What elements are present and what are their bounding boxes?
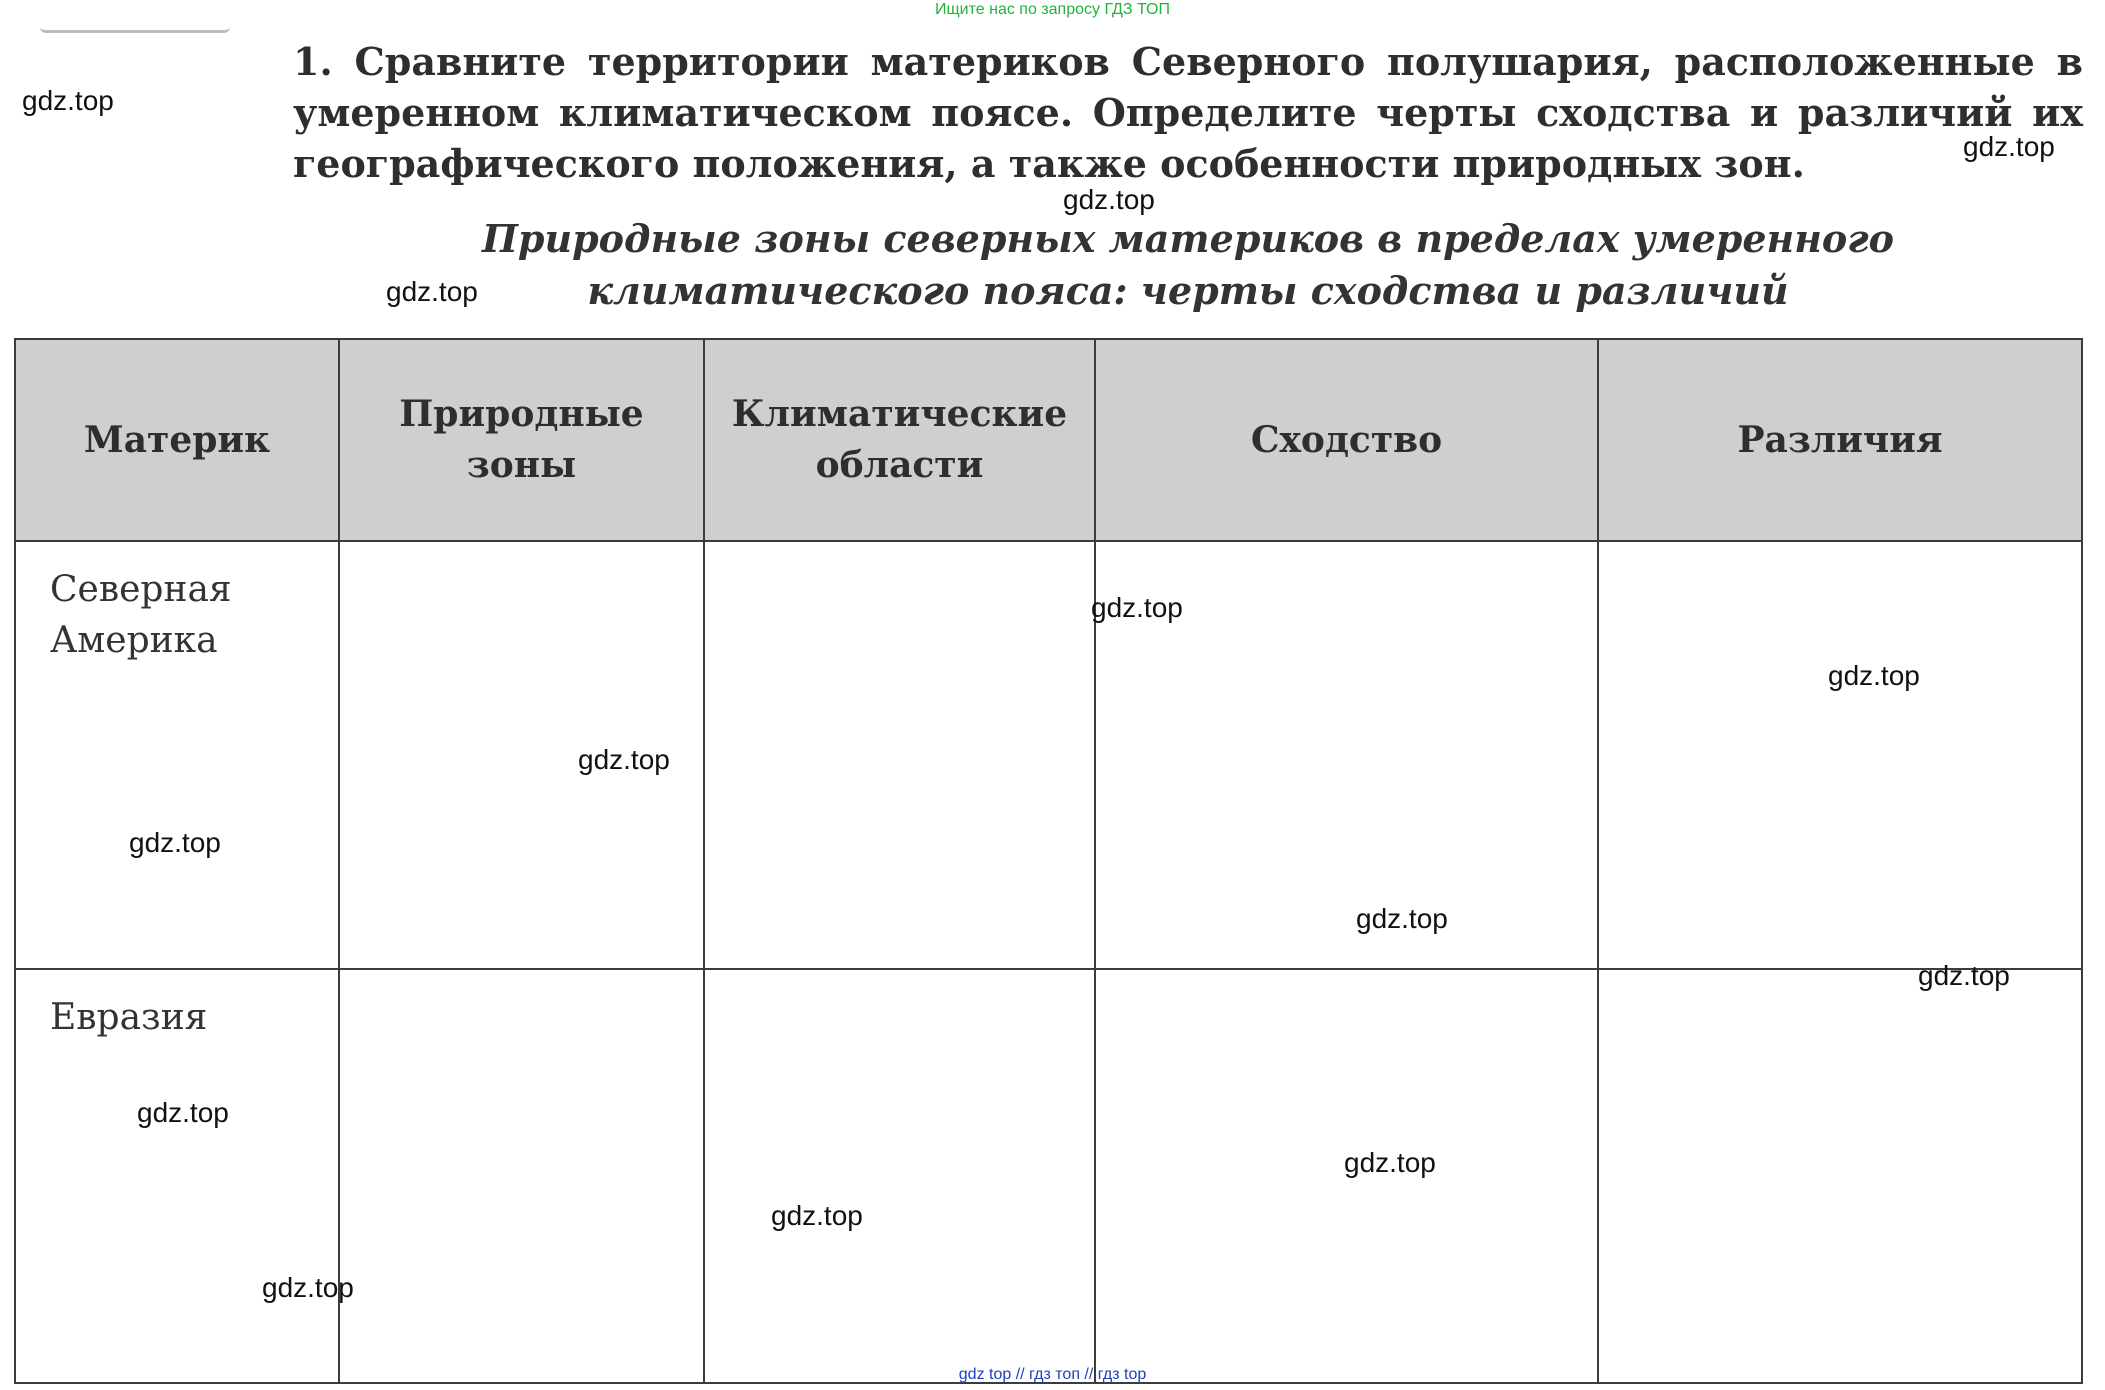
continent-cell xyxy=(15,541,339,969)
header-continent: Материк xyxy=(15,339,339,541)
task-text: 1. Сравните территории материков Северного полушария, расположенные в умеренном климатическом поясе. Определите черты сходства и различий их географического положения, а также особенности природных зон. xyxy=(293,39,2083,186)
footer-links: gdz top // гдз топ // гдз top xyxy=(958,1366,1147,1383)
watermark: gdz.top xyxy=(137,1097,229,1128)
differences-cell[interactable] xyxy=(1598,969,2082,1383)
top-search-note: Ищите нас по запросу ГДЗ ТОП xyxy=(935,1,1170,18)
watermark: gdz.top xyxy=(386,276,478,307)
header-similarity: Сходство xyxy=(1095,339,1598,541)
header-differences: Различия xyxy=(1598,339,2082,541)
continent-cell xyxy=(15,969,339,1383)
continent-name-line-1: Северная xyxy=(50,569,232,610)
table-caption-line-2: климатического пояса: черты сходства и различий xyxy=(587,268,1789,313)
continent-name-line-1: Евразия xyxy=(50,997,208,1038)
watermark: gdz.top xyxy=(771,1200,863,1231)
watermark: gdz.top xyxy=(129,827,221,858)
watermark: gdz.top xyxy=(22,85,114,116)
header-climate-regions-line-2: области xyxy=(815,444,984,486)
watermark: gdz.top xyxy=(1828,660,1920,691)
comparison-table xyxy=(14,338,2083,1384)
header-natural-zones xyxy=(339,339,704,541)
table-row xyxy=(15,969,2082,1383)
watermark: gdz.top xyxy=(262,1272,354,1303)
natural-zones-cell[interactable] xyxy=(339,969,704,1383)
watermark: gdz.top xyxy=(1091,592,1183,623)
climate-regions-cell[interactable] xyxy=(704,541,1095,969)
watermark: gdz.top xyxy=(578,744,670,775)
watermark: gdz.top xyxy=(1918,960,2010,991)
watermark: gdz.top xyxy=(1344,1147,1436,1178)
header-natural-zones-line-2: зоны xyxy=(466,444,577,486)
climate-regions-cell[interactable] xyxy=(704,969,1095,1383)
differences-cell[interactable] xyxy=(1598,541,2082,969)
table-row xyxy=(15,541,2082,969)
table-caption-line-1: Природные зоны северных материков в пределах умеренного xyxy=(482,216,1894,261)
continent-name-line-2: Америка xyxy=(50,620,218,661)
table-caption xyxy=(293,213,2083,317)
header-climate-regions-line-1: Климатические xyxy=(731,393,1068,435)
page-corner-decoration xyxy=(40,0,230,33)
watermark: gdz.top xyxy=(1356,903,1448,934)
watermark: gdz.top xyxy=(1063,184,1155,215)
table-header-row xyxy=(15,339,2082,541)
header-climate-regions xyxy=(704,339,1095,541)
header-natural-zones-line-1: Природные xyxy=(399,393,644,435)
watermark: gdz.top xyxy=(1963,131,2055,162)
